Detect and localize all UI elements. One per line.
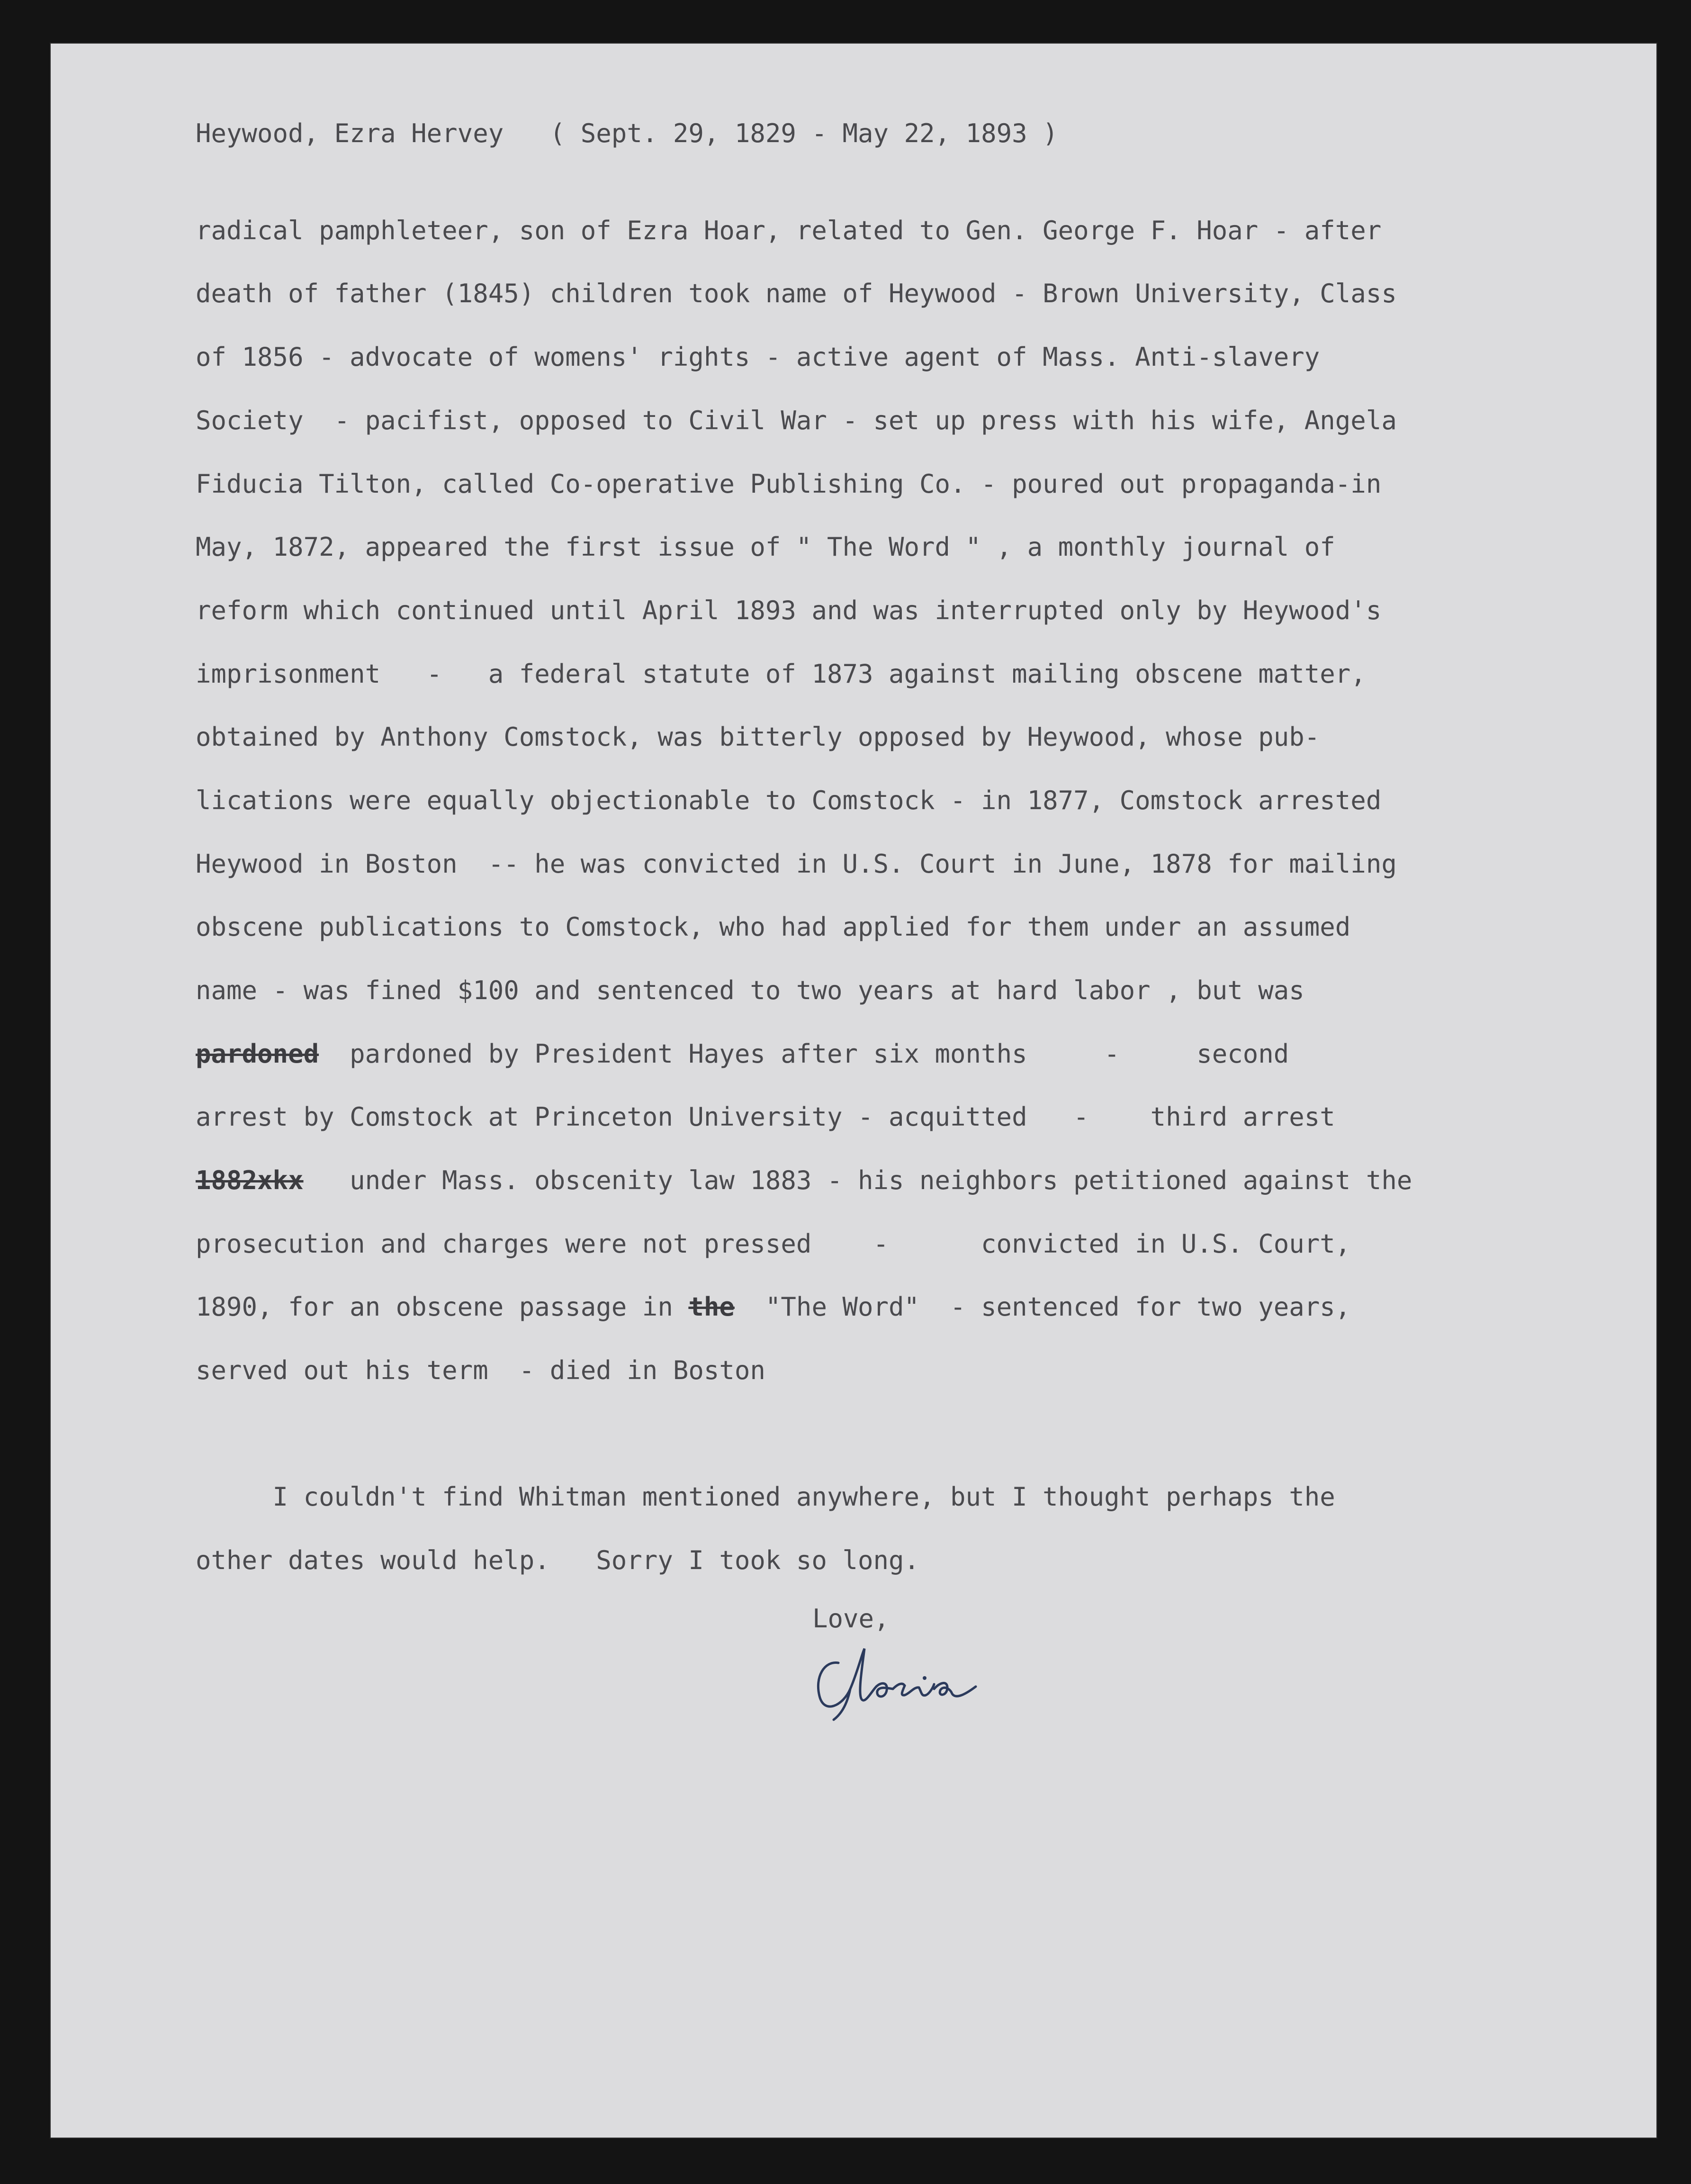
body-line: prosecution and charges were not pressed - convicted in U.S. Court, — [196, 1229, 1351, 1259]
body-line: death of father (1845) children took name of Heywood - Brown University, Class — [196, 279, 1397, 308]
line-1890-before: 1890, for an obscene passage in — [196, 1292, 689, 1322]
body-line: obtained by Anthony Comstock, was bitterly opposed by Heywood, whose pub- — [196, 722, 1320, 752]
body-line-1882 — [196, 1165, 1412, 1195]
note-line: I couldn't find Whitman mentioned anywhere, but I thought perhaps the — [196, 1482, 1335, 1512]
body-line: imprisonment - a federal statute of 1873 against mailing obscene matter, — [196, 659, 1366, 689]
heading-name: Heywood, Ezra Hervey — [196, 118, 504, 148]
body-line: reform which continued until April 1893 and was interrupted only by Heywood's — [196, 596, 1382, 625]
body-line: May, 1872, appeared the first issue of " The Word " , a monthly journal of — [196, 532, 1335, 562]
body-line: name - was fined $100 and sentenced to two years at hard labor , but was — [196, 975, 1304, 1005]
line-1890-after: "The Word" - sentenced for two years, — [734, 1292, 1351, 1322]
body-line: Heywood in Boston -- he was convicted in U.S. Court in June, 1878 for mailing — [196, 849, 1397, 879]
body-line-1890 — [196, 1292, 1350, 1322]
heading-line — [196, 118, 1058, 148]
body-line: obscene publications to Comstock, who had applied for them under an assumed — [196, 912, 1351, 942]
pardoned-text: pardoned by President Hayes after six months - second — [319, 1039, 1289, 1069]
note-line: other dates would help. Sorry I took so long. — [196, 1545, 920, 1575]
struck-out-word: pardoned — [196, 1039, 319, 1069]
struck-out-year: 1882xkx — [196, 1165, 304, 1195]
body-line: arrest by Comstock at Princeton University - acquitted - third arrest — [196, 1102, 1335, 1132]
obscenity-law-text: under Mass. obscenity law 1883 - his neighbors petitioned against the — [303, 1165, 1412, 1195]
body-line: Society - pacifist, opposed to Civil War - set up press with his wife, Angela — [196, 406, 1397, 435]
closing-salutation: Love, — [812, 1604, 890, 1633]
body-line-pardoned — [196, 1039, 1289, 1069]
body-line: of 1856 - advocate of womens' rights - active agent of Mass. Anti-slavery — [196, 342, 1320, 372]
body-line: radical pamphleteer, son of Ezra Hoar, related to Gen. George F. Hoar - after — [196, 216, 1382, 245]
signature-name: Gloria — [805, 1634, 807, 1635]
struck-out-the: the — [688, 1292, 735, 1322]
body-line: served out his term - died in Boston — [196, 1355, 765, 1385]
handwritten-signature — [805, 1634, 995, 1724]
body-line: lications were equally objectionable to Comstock - in 1877, Comstock arrested — [196, 785, 1382, 815]
body-line: Fiducia Tilton, called Co-operative Publishing Co. - poured out propaganda-in — [196, 469, 1382, 499]
heading-dates: ( Sept. 29, 1829 - May 22, 1893 ) — [549, 118, 1058, 148]
